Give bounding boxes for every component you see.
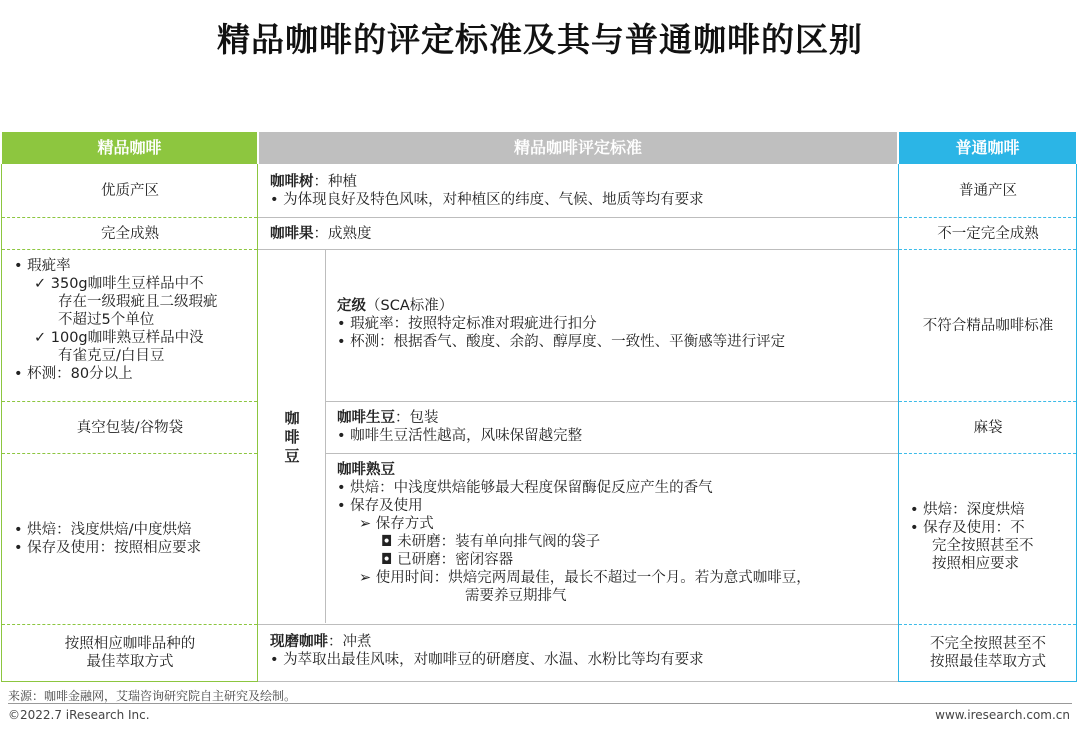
right-bottom-border [899, 681, 1076, 682]
row6-right-line: 不完全按照甚至不 [930, 636, 1046, 652]
row3-left-line: ✓ 100g咖啡熟豆样品中没 [34, 330, 204, 346]
row5-right-line: • 保存及使用：不 [910, 520, 1025, 536]
left-column-border-l [1, 164, 2, 682]
page-title: 精品咖啡的评定标准及其与普通咖啡的区别 [217, 20, 863, 59]
row6-mid-title-rest: ：冲煮 [328, 634, 372, 650]
row6-left [3, 625, 257, 681]
row4-left [3, 402, 257, 453]
row1-left [3, 165, 257, 217]
row6-mid-title: 现磨咖啡 [270, 634, 328, 650]
header-evaluation-standard: 精品咖啡评定标准 [259, 132, 897, 164]
row3-middle [337, 297, 892, 351]
middle-divider [258, 217, 898, 218]
row3-left-line: 有雀克豆/白目豆 [58, 348, 165, 364]
row2-left-text: 完全成熟 [101, 225, 159, 242]
row3-mid-line: • 瑕疵率：按照特定标准对瑕疵进行扣分 [337, 316, 597, 332]
row3-mid-title: 定级 [337, 298, 366, 314]
row4-right [900, 402, 1076, 453]
right-column-border-l [898, 164, 899, 682]
row4-right-text: 麻袋 [973, 419, 1003, 436]
middle-divider [258, 624, 898, 625]
row3-left-line: • 杯测：80分以上 [14, 366, 133, 382]
row5-mid-line: • 保存及使用 [337, 498, 423, 514]
row6-middle [270, 633, 890, 669]
row3-left-line: ✓ 350g咖啡生豆样品中不 [34, 276, 204, 292]
row4-left-text: 真空包装/谷物袋 [76, 419, 184, 436]
header-specialty-coffee: 精品咖啡 [2, 132, 257, 164]
row5-left [14, 521, 254, 557]
row3-left-line: • 瑕疵率 [14, 258, 71, 274]
row6-left-line: 按照相应咖啡品种的 [64, 636, 196, 652]
row2-left [3, 218, 257, 249]
row4-middle [337, 409, 892, 445]
row3-mid-title-rest: （SCA标准） [366, 298, 454, 314]
footer-rule [8, 703, 1072, 704]
row5-mid-line: 需要养豆期排气 [465, 588, 567, 604]
row6-right [900, 625, 1076, 681]
row5-mid-line: ◘ 未研磨：装有单向排气阀的袋子 [381, 534, 601, 550]
middle-divider [326, 453, 898, 454]
row5-right-line: 按照相应要求 [932, 556, 1019, 572]
row2-right [900, 218, 1076, 249]
row1-mid-line: • 为体现良好及特色风味，对种植区的纬度、气候、地质等均有要求 [270, 192, 704, 208]
middle-divider [326, 401, 898, 402]
left-divider [2, 453, 257, 454]
source-note: 来源：咖啡金融网，艾瑞咨询研究院自主研究及绘制。 [8, 689, 297, 703]
row2-middle [270, 225, 890, 243]
row3-right [900, 250, 1076, 401]
row5-mid-line: ◘ 已研磨：密闭容器 [381, 552, 514, 568]
row5-right-line: • 烘焙：深度烘焙 [910, 502, 1025, 518]
row2-mid-title: 咖啡果 [270, 226, 314, 242]
row1-middle [270, 173, 890, 209]
row2-right-text: 不一定完全成熟 [937, 225, 1039, 242]
row5-left-line: • 保存及使用：按照相应要求 [14, 540, 202, 556]
row5-mid-line: • 烘焙：中浅度烘焙能够最大程度保留酶促反应产生的香气 [337, 480, 713, 496]
copyright: ©2022.7 iResearch Inc. [8, 708, 150, 722]
left-bottom-border [2, 681, 257, 682]
row2-mid-title-rest: ：成熟度 [313, 226, 372, 242]
middle-bottom-border [258, 681, 898, 682]
row5-middle [337, 461, 892, 605]
row6-right-line: 按照最佳萃取方式 [930, 654, 1046, 670]
row1-mid-title: 咖啡树 [270, 174, 314, 190]
row1-right-text: 普通产区 [959, 183, 1017, 199]
right-divider [899, 453, 1076, 454]
row4-mid-title-rest: ：包装 [395, 410, 439, 426]
row5-mid-line: ➢ 使用时间：烘焙完两周最佳，最长不超过一个月。若为意式咖啡豆， [359, 570, 811, 586]
row5-mid-title: 咖啡熟豆 [337, 462, 395, 478]
row3-mid-line: • 杯测：根据香气、酸度、余韵、醇厚度、一致性、平衡感等进行评定 [337, 334, 786, 350]
header-regular-coffee: 普通咖啡 [899, 132, 1076, 164]
middle-divider [258, 249, 898, 250]
row6-left-line: 最佳萃取方式 [86, 654, 174, 670]
row4-mid-title: 咖啡生豆 [337, 410, 395, 426]
row3-left-line: 不超过5个单位 [58, 312, 155, 328]
bean-label-char: 豆 [284, 446, 300, 465]
row1-mid-title-rest: ：种植 [313, 174, 357, 190]
bean-label-char: 啡 [284, 427, 300, 446]
row1-left-text: 优质产区 [101, 183, 159, 199]
row5-left-line: • 烘焙：浅度烘焙/中度烘焙 [14, 522, 192, 538]
row6-mid-line: • 为萃取出最佳风味，对咖啡豆的研磨度、水温、水粉比等均有要求 [270, 652, 704, 668]
row1-right [900, 165, 1076, 217]
left-column-border-r [257, 164, 258, 682]
bean-label [259, 250, 325, 624]
left-divider [2, 249, 257, 250]
row5-right-line: 完全按照甚至不 [932, 538, 1034, 554]
right-column-border-r [1076, 164, 1077, 682]
row5-mid-line: ➢ 保存方式 [359, 516, 434, 532]
row5-right [910, 501, 1075, 573]
row3-left [14, 257, 254, 383]
row3-right-text: 不符合精品咖啡标准 [922, 317, 1054, 334]
bean-column-border [325, 250, 326, 623]
row4-mid-line: • 咖啡生豆活性越高，风味保留越完整 [337, 428, 583, 444]
bean-label-char: 咖 [284, 408, 300, 427]
website-link[interactable]: www.iresearch.com.cn [935, 708, 1070, 722]
row3-left-line: 存在一级瑕疵且二级瑕疵 [58, 294, 218, 310]
